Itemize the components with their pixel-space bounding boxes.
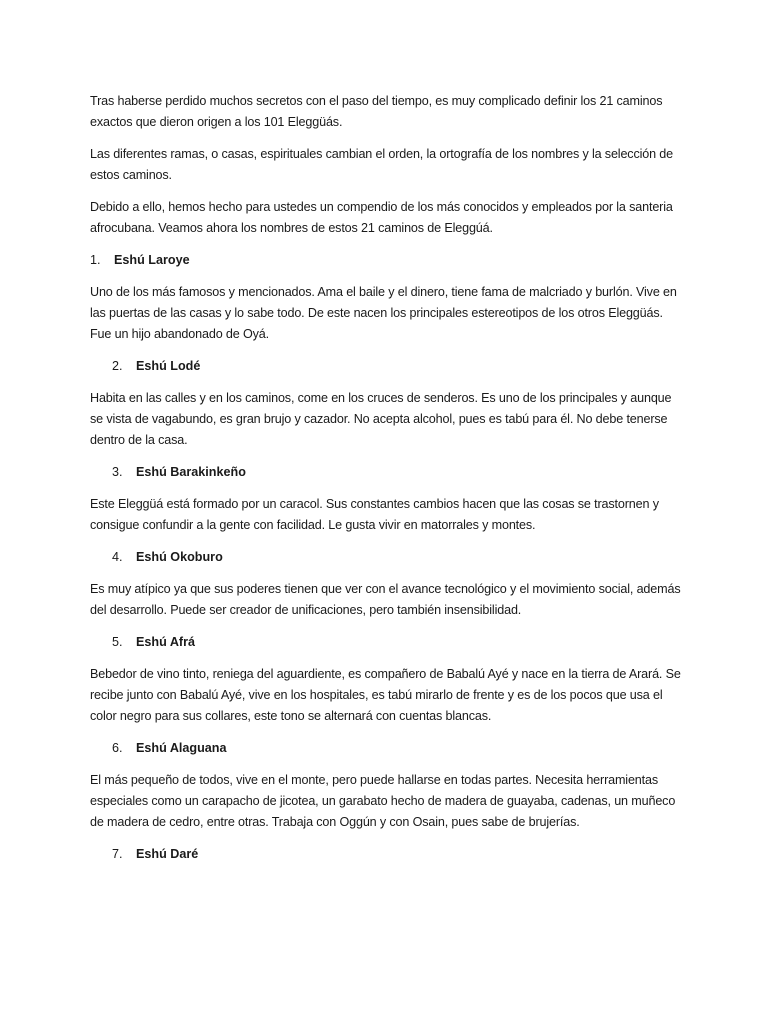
section-title: Eshú Daré (136, 847, 199, 861)
section-heading-1 (90, 250, 684, 271)
section-title: Eshú Afrá (136, 635, 196, 649)
section-number: 6. (112, 741, 123, 755)
section-title: Eshú Barakinkeño (136, 465, 246, 479)
section-text-5: Bebedor de vino tinto, reniega del aguardiente, es compañero de Babalú Ayé y nace en la tierra de Arará. Se recibe junto con Babalú Ayé, vive en los hospitales, es tabú mirarlo de frente y es de los pocos que usa el color negro para sus collares, este tono se alternará con cuentas blancas. (90, 667, 681, 723)
section-number: 7. (112, 847, 123, 861)
section-number: 2. (112, 359, 123, 373)
section-heading-5 (90, 632, 684, 653)
section-heading-6 (90, 738, 684, 759)
section-text-1: Uno de los más famosos y mencionados. Ama el baile y el dinero, tiene fama de malcriado y burlón. Vive en las puertas de las casas y lo sabe todo. De este nacen los principales estereotipos de los otros Eleggüás. Fue un hijo abandonado de Oyá. (90, 285, 677, 341)
section-title: Eshú Laroye (114, 253, 190, 267)
section-heading-3 (90, 462, 684, 483)
section-number: 5. (112, 635, 123, 649)
section-heading-4 (90, 547, 684, 568)
section-number: 4. (112, 550, 123, 564)
section-title: Eshú Lodé (136, 359, 201, 373)
section-text-4: Es muy atípico ya que sus poderes tienen que ver con el avance tecnológico y el movimiento social, además del desarrollo. Puede ser creador de unificaciones, pero también insensibilidad. (90, 582, 681, 617)
section-text-2: Habita en las calles y en los caminos, come en los cruces de senderos. Es uno de los principales y aunque se vista de vagabundo, es gran brujo y cazador. No acepta alcohol, pues es tabú para él. No debe tenerse dentro de la casa. (90, 391, 672, 447)
section-heading-7 (90, 844, 684, 865)
section-heading-2 (90, 356, 684, 377)
intro-paragraph-1: Tras haberse perdido muchos secretos con el paso del tiempo, es muy complicado definir los 21 caminos exactos que dieron origen a los 101 Eleggüás. (90, 94, 663, 129)
section-number: 1. (90, 253, 101, 267)
section-text-6: El más pequeño de todos, vive en el monte, pero puede hallarse en todas partes. Necesita herramientas especiales como un carapacho de jicotea, un garabato hecho de madera de guayaba, cadenas, un muñeco de madera de cedro, entre otras. Trabaja con Oggún y con Osain, pues sabe de brujerías. (90, 773, 676, 829)
section-text-3: Este Eleggüá está formado por un caracol. Sus constantes cambios hacen que las cosas se trastornen y consigue confundir a la gente con facilidad. Le gusta vivir en matorrales y montes. (90, 497, 659, 532)
section-title: Eshú Alaguana (136, 741, 227, 755)
intro-paragraph-2: Las diferentes ramas, o casas, espirituales cambian el orden, la ortografía de los nombres y la selección de estos caminos. (90, 147, 674, 182)
intro-paragraph-3: Debido a ello, hemos hecho para ustedes un compendio de los más conocidos y empleados por la santeria afrocubana. Veamos ahora los nombres de estos 21 caminos de Eleggúá. (90, 200, 673, 235)
section-number: 3. (112, 465, 123, 479)
section-title: Eshú Okoburo (136, 550, 223, 564)
